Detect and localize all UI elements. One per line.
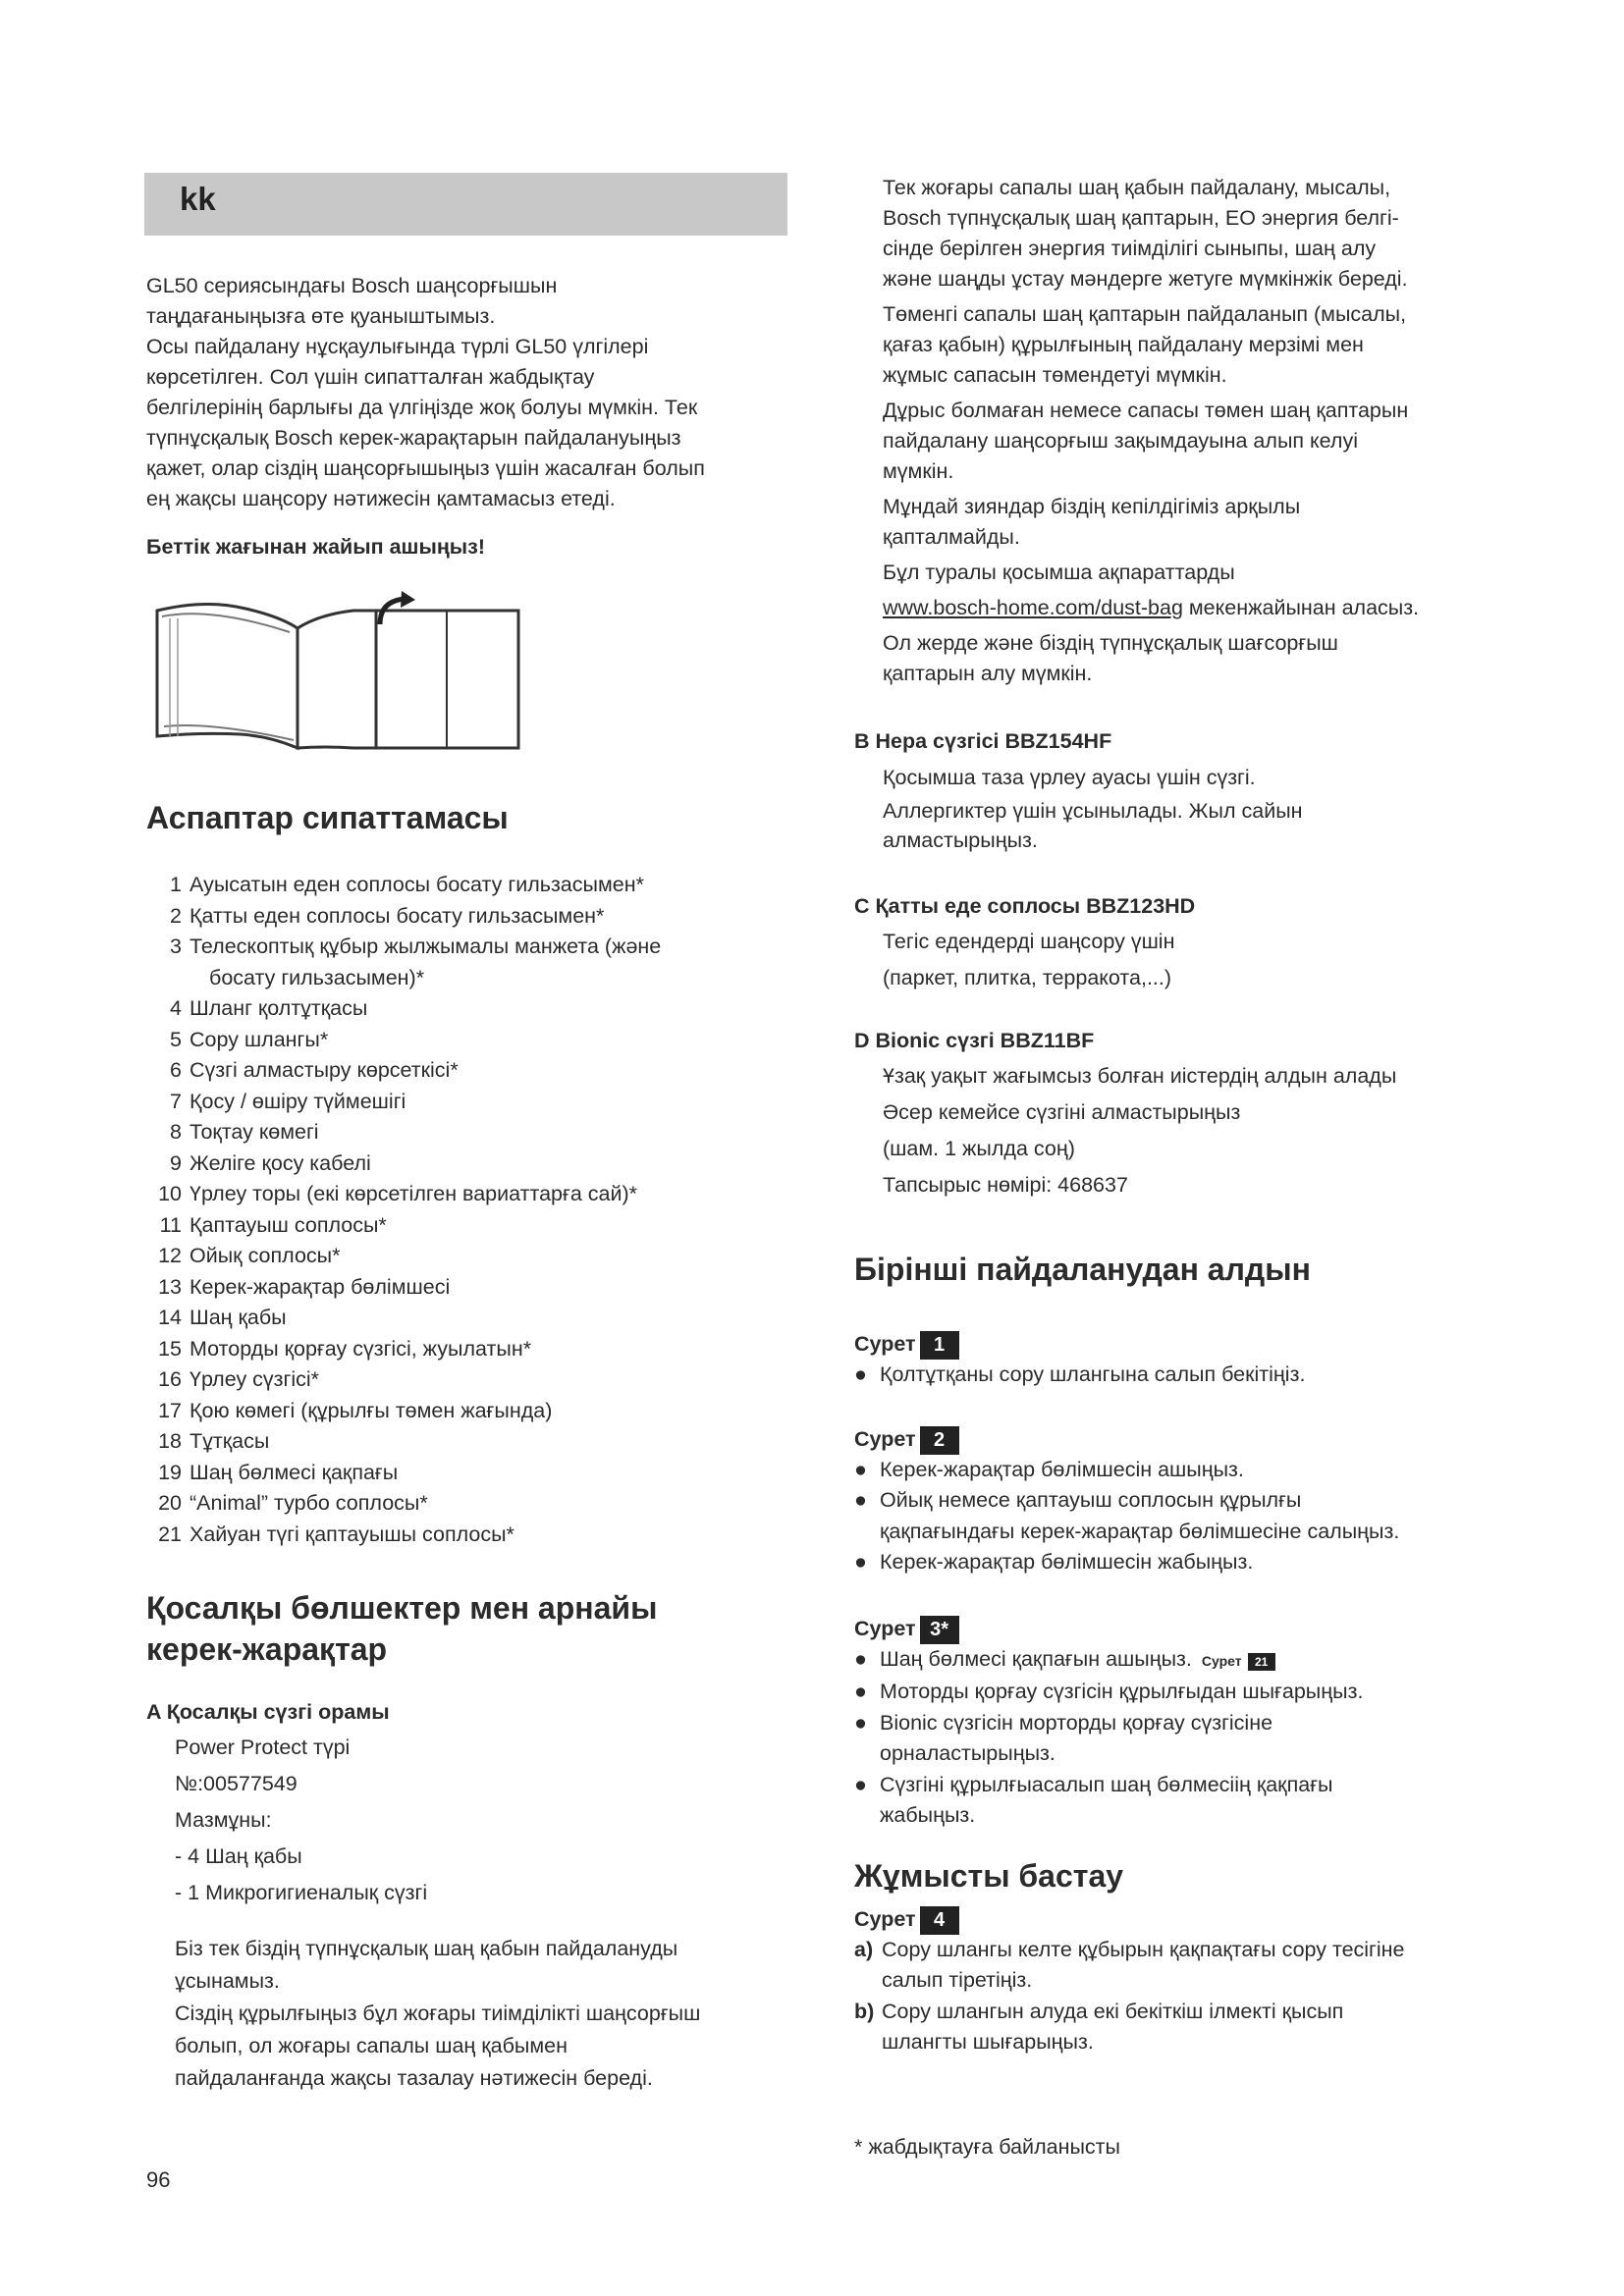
figure-2-badge: 2 <box>920 1426 959 1455</box>
intro-line: белгілерінің барлығы да үлгіңізде жоқ болуы мүмкін. Тек <box>146 396 698 419</box>
language-code: kk <box>180 181 216 217</box>
list-item: 18 Тұтқасы <box>158 1429 270 1453</box>
list-item: 6 Сүзгі алмастыру көрсеткісі* <box>170 1058 459 1082</box>
figure-21-ref-badge: 21 <box>1248 1653 1275 1671</box>
first-use-section <box>854 1249 1492 1832</box>
step-b: b) Сору шлангын алуда екі бекіткіш ілмекті қысып <box>854 1999 1344 2023</box>
list-item: 16 Үрлеу сүзгісі* <box>158 1367 320 1391</box>
list-item: 9 Желіге қосу кабелі <box>170 1150 371 1175</box>
list-item: 11 Қаптауыш соплосы* <box>159 1212 387 1237</box>
list-item: ● Керек-жарақтар бөлімшесін жабыңыз. <box>854 1550 1254 1574</box>
list-item: 13 Керек-жарақтар бөлімшесі <box>158 1274 451 1299</box>
list-item: 10 Үрлеу торы (екі көрсетілген вариаттарға сай)* <box>158 1182 638 1205</box>
section-c: C Қатты еде соплосы BBZ123HD Тегіс едендерді шаңсору үшін (паркет, плитка, терракота,...) <box>854 891 1492 996</box>
list-item: 14 Шаң қабы <box>158 1306 287 1329</box>
intro-paragraph <box>146 271 794 514</box>
list-item-continuation: орналастырыңыз. <box>880 1741 1056 1765</box>
list-item-continuation: жабыңыз. <box>880 1803 976 1827</box>
step-a-continuation: салып тіретіңіз. <box>882 1968 1033 1992</box>
start-section <box>854 1855 1492 2058</box>
list-item: ● Сүзгіні құрылғыасалып шаң бөлмесіің қақпағы <box>854 1772 1333 1796</box>
section-a-paragraph: Біз тек біздің түпнұсқалық шаң қабын пайдалануды ұсынамыз. Сіздің құрылғыңыз бұл жоғары тиімділікті шаңсорғыш болып, ол жоғары сапалы шаң қабымен пайдаланғанда жақсы тазалау нәтижесін береді. <box>175 1937 701 2090</box>
intro-line: Осы пайдалану нұсқаулығында түрлі GL50 үлгілері <box>146 335 649 358</box>
list-item: 2 Қатты еден соплосы босату гильзасымен* <box>170 903 605 928</box>
list-item: 7 Қосу / өшіру түймешігі <box>170 1089 406 1113</box>
figure-3-label: Сурет 3* <box>854 1614 1492 1644</box>
unfold-page-illustration <box>152 589 525 756</box>
list-item: ● Керек-жарақтар бөлімшесін ашыңыз. <box>854 1457 1244 1481</box>
intro-line: ең жақсы шаңсору нәтижесін қамтамасыз етеді. <box>146 487 616 510</box>
step-a: a) Сору шлангы келте құбырын қақпақтағы сору тесігіне <box>854 1937 1405 1961</box>
intro-line: түпнұсқалық Bosch керек-жарақтарын пайдалануыңыз <box>146 426 681 450</box>
dust-bag-info: Тек жоғары сапалы шаң қабын пайдалану, мысалы, Bosch түпнұсқалық шаң қаптарын, ЕО энергия белгі- сінде берілген энергия тиімділігі сыныпы, шаң алу және шаңды ұстау мәндерге жетуге мүмкінжік береді. Төменгі сапалы шаң қаптарын пайдаланып (мысалы, қағаз қабын) құрылғының пайдалану мерзімі мен жұмыс сапасын төмендетуі мүмкін. Дұрыс болмаған немесе сапасы төмен шаң қаптарын пайдалану шаңсорғыш зақымдауына алып келуі мүмкін. Мұндай зияндар біздің кепілдігіміз арқылы қапталмайды. Бұл туралы қосымша ақпараттарды www.bosch-home.com/dust-bag мекенжайынан аласыз. Ол жерде және біздің түпнұсқалық шағсорғыш қаптарын алу мүмкін. <box>883 176 1420 685</box>
language-header-bar <box>144 173 787 236</box>
unfold-note: Беттік жағынан жайып ашыңыз! <box>146 535 486 559</box>
figure-1-label: Сурет 1 <box>854 1329 1492 1360</box>
intro-line: GL50 сериясындағы Bosch шаңсорғышын <box>146 274 558 297</box>
list-item: 19 Шаң бөлмесі қақпағы <box>158 1460 399 1484</box>
list-item: 15 Моторды қорғау сүзгісі, жуылатын* <box>158 1336 532 1361</box>
parts-list <box>146 870 794 1550</box>
list-item: 5 Сору шлангы* <box>170 1027 329 1051</box>
figure-1-badge: 1 <box>920 1331 959 1360</box>
figure-4-badge: 4 <box>920 1906 959 1935</box>
list-item: 1 Ауысатын еден соплосы босату гильзасымен* <box>170 873 644 896</box>
list-item: 20 “Animal” турбо соплосы* <box>158 1491 428 1515</box>
list-item: ● Шаң бөлмесі қақпағын ашыңыз. Сурет 21 <box>854 1644 1492 1678</box>
list-item: ● Ойық немесе қаптауыш соплосын құрылғы <box>854 1488 1302 1512</box>
spare-parts-heading: Қосалқы бөлшектер мен арнайы <box>146 1590 658 1626</box>
list-item: 8 Тоқтау көмегі <box>170 1120 319 1144</box>
intro-line: қажет, олар сіздің шаңсорғышыңыз үшін жасалған болып <box>146 456 705 480</box>
section-a-details: Power Protect түрі №:00577549 Мазмұны: - 4 Шаң қабы - 1 Микрогигиеналық сүзгі <box>175 1735 428 1904</box>
page-number: 96 <box>146 2167 171 2192</box>
section-c-title: C Қатты еде соплосы BBZ123HD <box>854 894 1196 918</box>
spare-parts-section <box>146 1587 794 2095</box>
intro-line: көрсетілген. Сол үшін сипатталған жабдықтау <box>146 365 595 389</box>
section-b-title: B Нера сүзгісі BBZ154HF <box>854 729 1112 753</box>
spare-parts-heading-line2: керек-жарақтар <box>146 1631 388 1667</box>
start-heading: Жұмысты бастау <box>854 1857 1124 1894</box>
list-item-continuation: қақпағындағы керек-жарақтар бөлімшесіне салыңыз. <box>880 1519 1400 1543</box>
section-b: B Нера сүзгісі BBZ154HF Қосымша таза үрлеу ауасы үшін сүзгі. Аллергиктер үшін ұсынылады. Жыл сайын алмастырыңыз. <box>854 726 1492 854</box>
section-d-title: D Bionic сүзгі BBZ11BF <box>854 1029 1095 1052</box>
right-column <box>854 173 1492 2058</box>
list-item: ● Моторды қорғау сүзгісін құрылғыдан шығарыңыз. <box>854 1680 1364 1703</box>
list-item: 21 Хайуан түгі қаптауышы соплосы* <box>158 1522 514 1546</box>
section-d: D Bionic сүзгі BBZ11BF Ұзақ уақыт жағымсыз болған иістердің алдын алады Әсер кемейсе сүзгіні алмастырыңыз (шам. 1 жылда соң) Тапсырыс нөмірі: 468637 <box>854 1026 1492 1203</box>
footnote: * жабдықтауға байланысты <box>854 2135 1120 2159</box>
left-column <box>146 271 794 562</box>
list-item: босату гильзасымен)* <box>209 965 425 989</box>
dust-bag-link[interactable]: www.bosch-home.com/dust-bag <box>883 596 1183 619</box>
intro-line: таңдағаныңызға өте қуаныштымыз. <box>146 304 496 328</box>
list-item: 4 Шланг қолтұтқасы <box>170 996 368 1020</box>
list-item: ● Қолтұтқаны сору шлангына салып бекітіңіз. <box>854 1362 1306 1386</box>
list-item: 12 Ойық соплосы* <box>158 1244 341 1267</box>
first-use-heading: Бірінші пайдаланудан алдын <box>854 1252 1311 1287</box>
step-b-continuation: шлангты шығарыңыз. <box>882 2030 1094 2054</box>
section-a-title: A Қосалқы сүзгі орамы <box>146 1700 390 1724</box>
figure-2-label: Сурет 2 <box>854 1424 1492 1455</box>
list-item: 17 Қою көмегі (құрылғы төмен жағында) <box>158 1398 553 1422</box>
figure-3-badge: 3* <box>920 1616 959 1644</box>
description-heading: Аспаптар сипаттамасы <box>146 800 509 835</box>
figure-4-label: Сурет 4 <box>854 1904 1492 1935</box>
list-item: ● Bionic сүзгісін морторды қорғау сүзгісіне <box>854 1710 1273 1735</box>
list-item: 3 Телескоптық құбыр жылжымалы манжета (және <box>170 934 662 958</box>
